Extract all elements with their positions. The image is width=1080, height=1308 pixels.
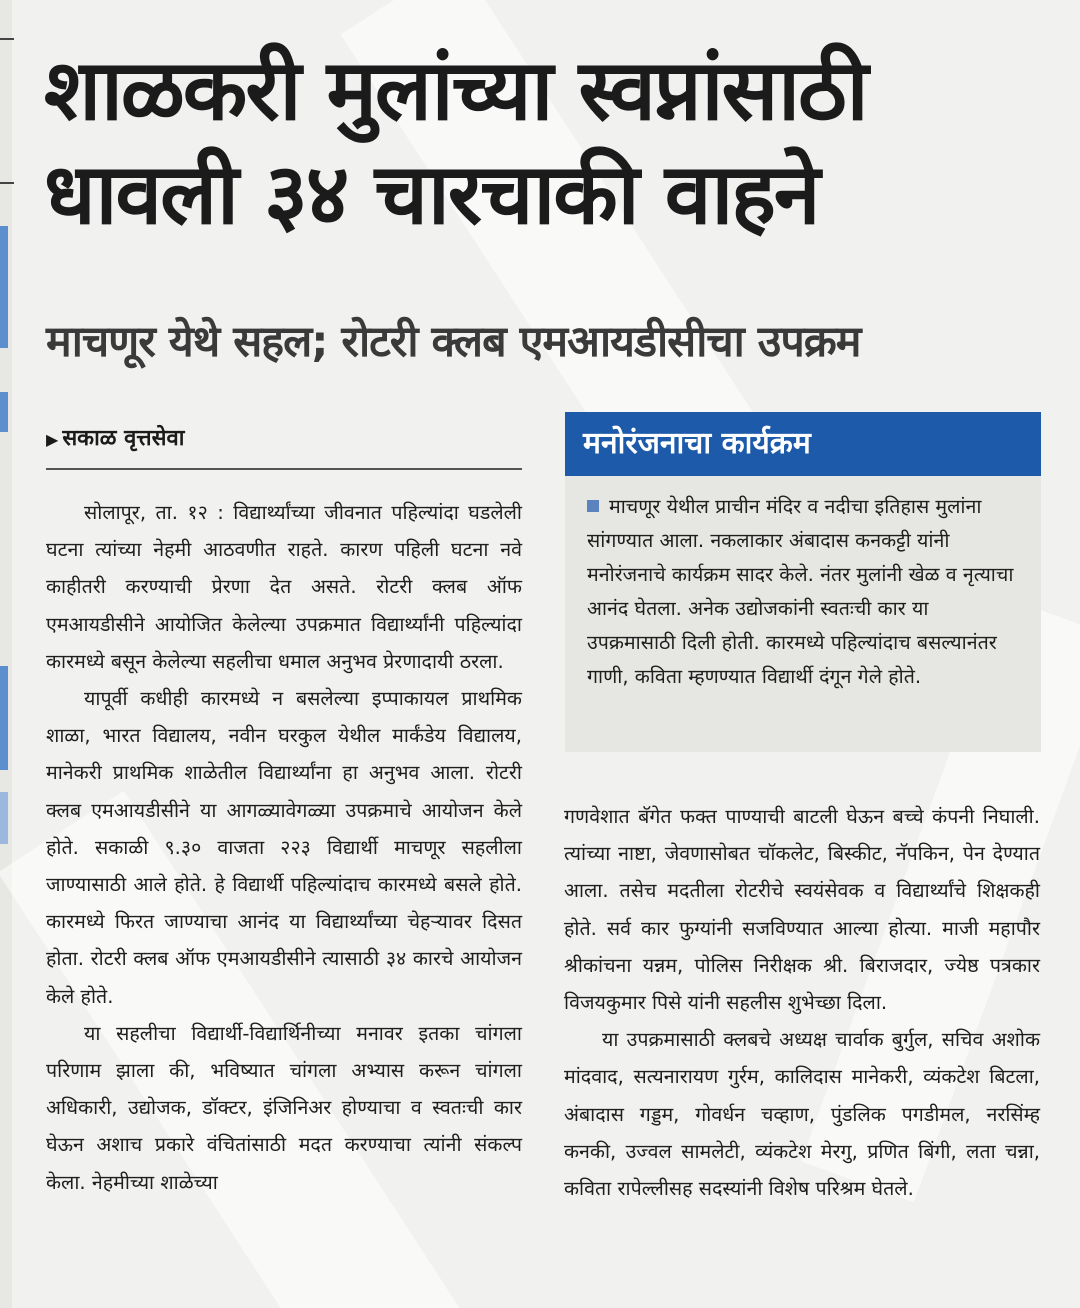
paragraph: गणवेशात बॅगेत फक्त पाण्याची बाटली घेऊन बच्चे कंपनी निघाली. त्यांच्या नाष्टा, जेवणासोबत चॉकलेट, बिस्कीट, नॅपकिन, पेन देण्यात आला. तसेच मदतीला रोटरीचे स्वयंसेवक व विद्यार्थ्यांचे शिक्षकही होते. सर्व कार फुग्यांनी सजविण्यात आल्या होत्या. माजी महापौर श्रीकांचना यन्नम, पोलिस निरीक्षक श्री. बिराजदार, ज्येष्ठ पत्रकार विजयकुमार पिसे यांनी सहलीस शुभेच्छा दिला. [564, 805, 1040, 1015]
paragraph: यापूर्वी कधीही कारमध्ये न बसलेल्या इप्पाकायल प्राथमिक शाळा, भारत विद्यालय, नवीन घरकुल येथील मार्कंडेय विद्यालय, मानेकरी प्राथमिक शाळेतील विद्यार्थ्यांना हा अनुभव आला. रोटरी क्लब एमआयडीसीने या आगळ्यावेगळ्या उपक्रमाचे आयोजन केले होते. सकाळी ९.३० वाजता २२३ विद्यार्थी माचणूर सहलीला जाण्यासाठी आले होते. हे विद्यार्थी पहिल्यांदाच कारमध्ये बसले होते. कारमध्ये फिरत जाण्याचा आनंद या विद्यार्थ्यांच्या चेहऱ्यावर दिसत होता. रोटरी क्लब ऑफ एमआयडीसीने त्यासाठी ३४ कारचे आयोजन केले होते. [46, 687, 522, 1008]
adjacent-color-bar [0, 226, 8, 348]
adjacent-color-bar [0, 392, 8, 432]
column-rule [0, 182, 14, 184]
sidebar-box [565, 412, 1041, 752]
byline [46, 422, 522, 470]
sidebar-box-title: मनोरंजनाचा कार्यक्रम [565, 412, 1041, 476]
play-triangle-icon: ▶ [46, 430, 59, 449]
column-rule [0, 38, 14, 40]
sidebar-box-body [565, 476, 1041, 694]
paragraph: या उपक्रमासाठी क्लबचे अध्यक्ष चार्वाक बुर्गुल, सचिव अशोक मांदवाद, सत्यनारायण गुर्रम, कालिदास मानेकरी, व्यंकटेश बिटला, अंबादास गड्डम, गोवर्धन चव्हाण, पुंडलिक पगडीमल, नरसिंम्ह कनकी, उज्वल सामलेटी, व्यंकटेश मेरगु, प्रणित बिंगी, लता चन्ना, कविता रापेल्लीसह सदस्यांनी विशेष परिश्रम घेतले. [564, 1028, 1040, 1201]
adjacent-color-bar [0, 666, 8, 770]
subheadline: माचणूर येथे सहल; रोटरी क्लब एमआयडीसीचा उपक्रम [46, 317, 861, 367]
headline [44, 38, 1054, 246]
adjacent-column-strip [0, 0, 12, 1308]
article-column-right [564, 798, 1040, 1207]
paragraph: या सहलीचा विद्यार्थी-विद्यार्थिनीच्या मनावर इतका चांगला परिणाम झाला की, भविष्यात चांगला अभ्यास करून चांगला अधिकारी, उद्योजक, डॉक्टर, इंजिनिअर होण्याचा व स्वतःची कार घेऊन अशाच प्रकारे वंचितांसाठी मदत करण्याचा त्यांनी संकल्प केला. नेहमीच्या शाळेच्या [46, 1021, 522, 1194]
article-column-left [46, 494, 522, 1201]
sidebar-box-text: माचणूर येथील प्राचीन मंदिर व नदीचा इतिहास मुलांना सांगण्यात आला. नकलाकार अंबादास कनकट्टी यांनी मनोरंजनाचे कार्यक्रम सादर केले. नंतर मुलांनी खेळ व नृत्याचा आनंद घेतला. अनेक उद्योजकांनी स्वतःची कार या उपक्रमासाठी दिली होती. कारमध्ये पहिल्यांदाच बसल्यानंतर गाणी, कविता म्हणण्यात विद्यार्थी दंगून गेले होते. [587, 495, 1014, 688]
headline-line-2: धावली ३४ चारचाकी वाहने [44, 145, 819, 243]
headline-line-1: शाळकरी मुलांच्या स्वप्नांसाठी [44, 41, 867, 139]
square-bullet-icon [587, 500, 599, 512]
adjacent-color-bar [0, 792, 8, 844]
byline-text: सकाळ वृत्तसेवा [62, 426, 185, 451]
paragraph: सोलापूर, ता. १२ : विद्यार्थ्यांच्या जीवनात पहिल्यांदा घडलेली घटना त्यांच्या नेहमी आठवणीत राहते. कारण पहिली घटना नवे काहीतरी करण्याची प्रेरणा देत असते. रोटरी क्लब ऑफ एमआयडीसीने आयोजित केलेल्या उपक्रमात विद्यार्थ्यांनी पहिल्यांदा कारमध्ये बसून केलेल्या सहलीचा धमाल अनुभव प्रेरणादायी ठरला. [46, 501, 522, 673]
